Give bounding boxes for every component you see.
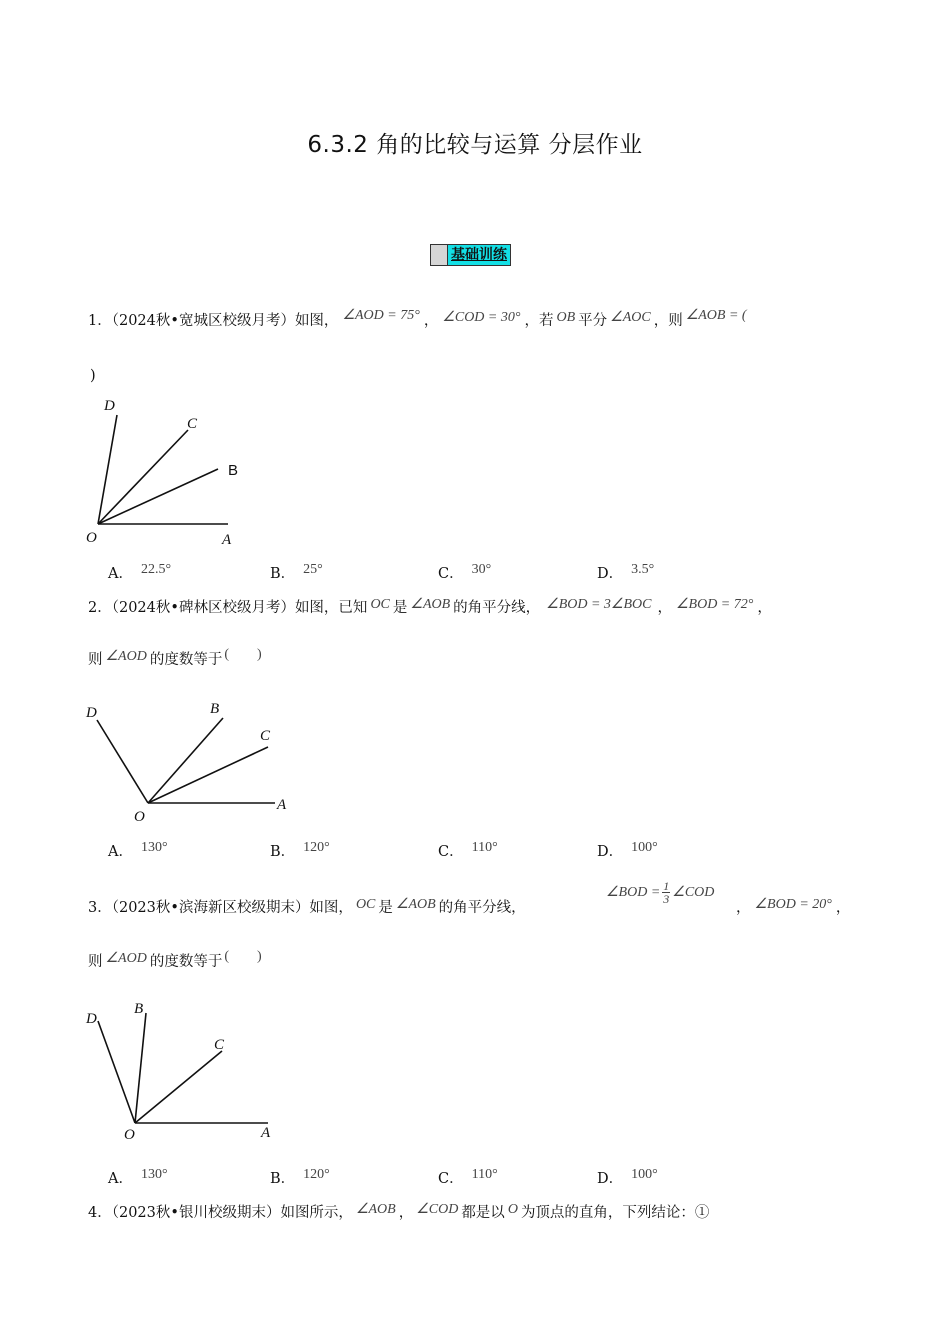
question-3-line-2: 则 ∠AOD 的度数等于 ( )	[88, 949, 262, 970]
q3-label-b: B	[134, 1001, 144, 1017]
q1-ray-ob	[98, 469, 218, 524]
q1-label-d: D	[104, 398, 115, 414]
q3-ray-od	[98, 1021, 135, 1123]
question-1-expr-aod: ∠AOD = 75°	[342, 308, 420, 323]
q1-label-o: O	[86, 530, 97, 546]
question-2-expr-aob: ∠AOB	[410, 597, 451, 612]
question-3-number: 3．	[88, 900, 112, 916]
question-2-line-2: 则 ∠AOD 的度数等于 ( )	[88, 647, 262, 668]
question-2-expr-bod72: ∠BOD = 72°	[675, 597, 754, 612]
question-3-option-d[interactable]: D． 100°	[597, 1167, 658, 1187]
question-1-expr-cod: ∠COD = 30°	[442, 310, 521, 325]
question-3-expr-bod20: ∠BOD = 20°	[754, 897, 832, 912]
section-badge-marker	[431, 245, 448, 265]
question-1: 1．（2024秋•宽城区校级月考）如图， ∠AOD = 75° ， ∠COD = 30° ，若 OB 平分 ∠AOC ，则 ∠AOB = (	[88, 308, 747, 329]
question-4-expr-cod: ∠COD	[416, 1202, 459, 1217]
question-1-close-paren: )	[90, 368, 96, 384]
question-3-source: （2023秋•滨海新区校级期末）如图，	[111, 900, 353, 916]
question-2-expr-bod3: ∠BOD = 3∠BOC	[546, 597, 652, 612]
question-4-number: 4．	[88, 1205, 112, 1221]
question-2-expr-oc: OC	[370, 597, 390, 612]
question-1-expr-aob: ∠AOB = (	[685, 308, 747, 323]
question-3-expr-aob: ∠AOB	[395, 897, 436, 912]
question-3-expr-oc: OC	[355, 897, 376, 912]
question-1-expr-ob: OB	[556, 310, 576, 325]
question-3-option-b[interactable]: B． 120°	[270, 1167, 330, 1187]
question-2-expr-aod: ∠AOD	[105, 649, 147, 664]
question-2: 2．（2024秋•碑林区校级月考）如图，已知 OC 是 ∠AOB 的角平分线， ∠BOD = 3∠BOC ， ∠BOD = 72° ，	[88, 597, 772, 616]
q1-label-a: A	[222, 532, 232, 548]
question-1-number: 1．	[88, 313, 112, 329]
q3-label-a: A	[261, 1125, 271, 1141]
question-2-answer-paren: ( )	[224, 647, 262, 662]
question-2-option-d[interactable]: D． 100°	[597, 840, 658, 860]
question-1-option-d[interactable]: D． 3.5°	[597, 562, 655, 582]
q2-ray-od	[97, 720, 148, 803]
question-3-option-c[interactable]: C． 110°	[438, 1167, 498, 1187]
q2-label-d: D	[86, 705, 97, 721]
question-3-expr-bod-frac: ∠BOD = $\frac{1}{3}$ ∠COD	[606, 879, 715, 906]
question-2-option-a[interactable]: A． 130°	[108, 840, 168, 860]
q2-label-c: C	[260, 728, 271, 744]
question-4-source: （2023秋•银川校级期末）如图所示，	[111, 1205, 353, 1221]
q3-label-o: O	[124, 1127, 135, 1143]
q1-label-b: B	[228, 462, 239, 479]
q2-ray-ob	[148, 718, 223, 803]
question-3-option-a[interactable]: A． 130°	[108, 1167, 168, 1187]
q3-label-d: D	[86, 1011, 97, 1027]
q1-label-c: C	[187, 416, 198, 432]
question-3: 3．（2023秋•滨海新区校级期末）如图， OC 是 ∠AOB 的角平分线，	[88, 897, 526, 916]
question-1-option-b[interactable]: B． 25°	[270, 562, 323, 582]
q3-label-c: C	[214, 1037, 225, 1053]
question-1-source: （2024秋•宽城区校级月考）如图，	[111, 313, 339, 329]
question-2-option-c[interactable]: C． 110°	[438, 840, 498, 860]
question-1-expr-aoc: ∠AOC	[610, 310, 651, 325]
question-2-figure	[80, 695, 300, 830]
question-3-figure	[80, 995, 290, 1145]
question-3-answer-paren: ( )	[224, 949, 262, 964]
question-1-option-a[interactable]: A． 22.5°	[108, 562, 172, 582]
question-2-source: （2024秋•碑林区校级月考）如图，已知	[111, 600, 368, 616]
question-2-option-b[interactable]: B． 120°	[270, 840, 330, 860]
question-2-number: 2．	[88, 600, 112, 616]
question-4-expr-aob: ∠AOB	[355, 1202, 396, 1217]
question-3-tail: ， ∠BOD = 20° ，	[736, 897, 851, 916]
q3-ray-ob	[135, 1013, 146, 1123]
q2-label-b: B	[210, 701, 220, 717]
question-1-figure	[80, 390, 260, 550]
q2-ray-oc	[148, 747, 268, 803]
q2-label-a: A	[277, 797, 287, 813]
question-1-option-c[interactable]: C． 30°	[438, 562, 492, 582]
section-badge	[430, 244, 511, 266]
question-4-expr-o: O	[507, 1202, 518, 1217]
question-3-fraction: $\frac{1}{3}$	[663, 879, 670, 906]
question-4: 4．（2023秋•银川校级期末）如图所示， ∠AOB ， ∠COD 都是以 O 为顶点的直角，下列结论：①	[88, 1202, 710, 1221]
page-title: 6.3.2 角的比较与运算 分层作业	[307, 132, 643, 158]
q2-label-o: O	[134, 809, 145, 825]
section-badge-label: 基础训练	[448, 245, 510, 265]
q3-ray-oc	[135, 1051, 222, 1123]
question-3-expr-aod: ∠AOD	[105, 951, 147, 966]
